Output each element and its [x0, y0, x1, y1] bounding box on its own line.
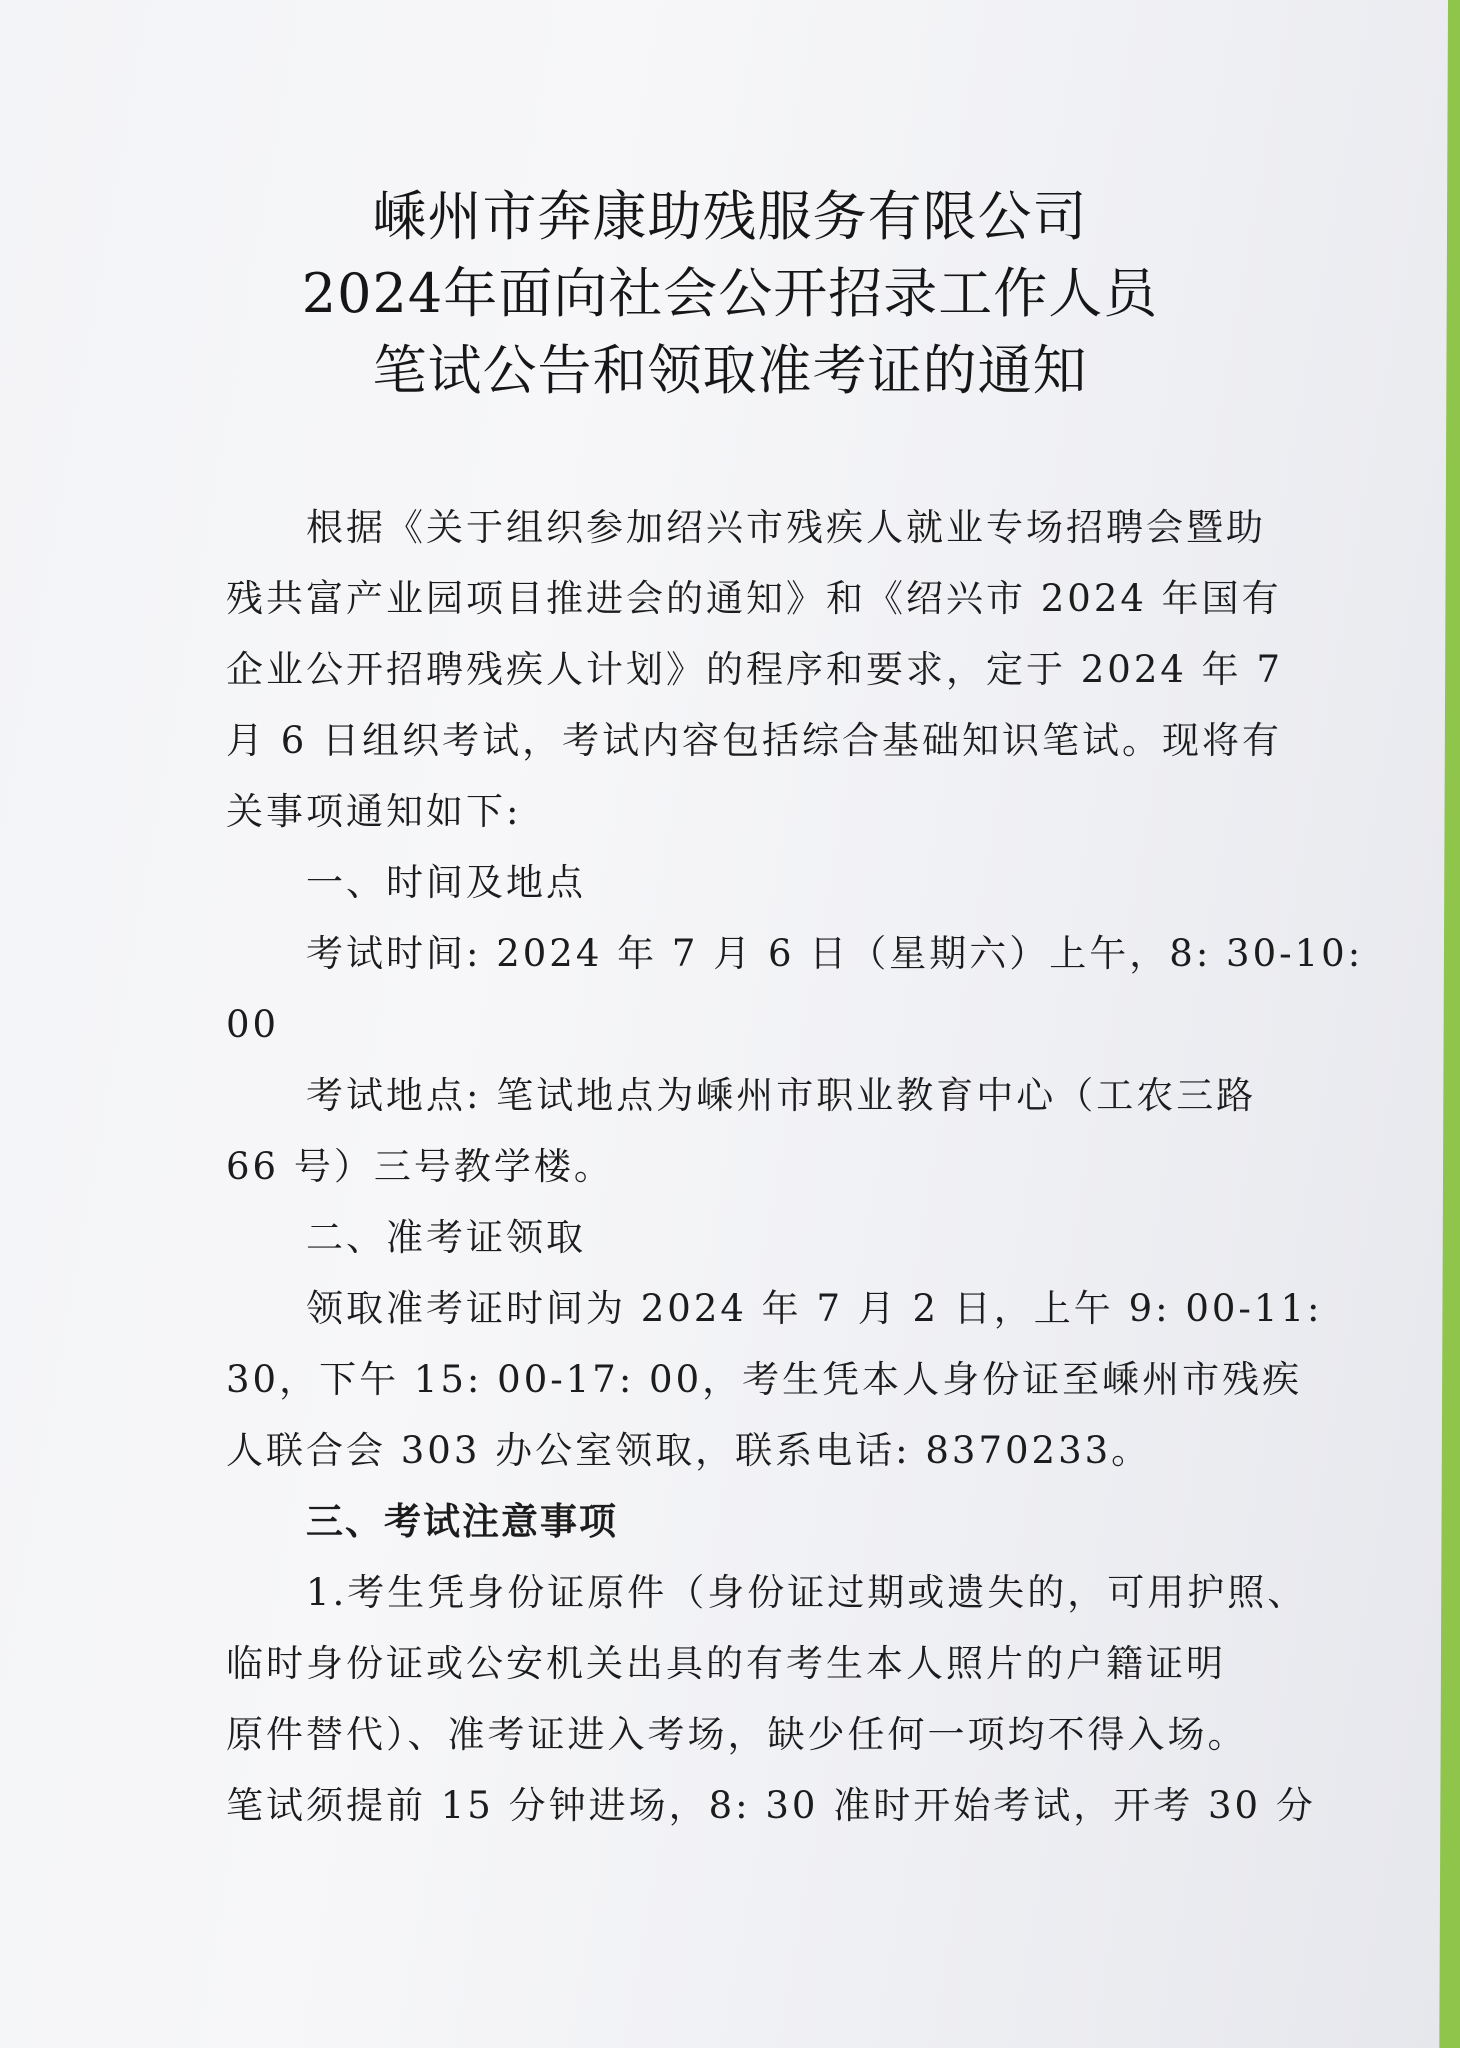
exam-time-line: 考试时间: 2024 年 7 月 6 日（星期六）上午，8: 30-10:: [306, 932, 1364, 975]
note-1-line: 1.考生凭身份证原件（身份证过期或遗失的，可用护照、: [306, 1571, 1308, 1614]
body-line: 残共富产业园项目推进会的通知》和《绍兴市 2024 年国有: [226, 577, 1282, 620]
title-line-1: 嵊州市奔康助残服务有限公司: [372, 185, 1088, 248]
document-body: [226, 492, 1364, 1841]
body-line: 企业公开招聘残疾人计划》的程序和要求，定于 2024 年 7: [226, 648, 1283, 691]
exam-time-continuation: 00: [226, 1003, 280, 1046]
ticket-time-line: 领取准考证时间为 2024 年 7 月 2 日，上午 9: 00-11:: [306, 1287, 1323, 1330]
exam-location-line: 考试地点: 笔试地点为嵊州市职业教育中心（工农三路: [306, 1074, 1257, 1117]
body-line: 根据《关于组织参加绍兴市残疾人就业专场招聘会暨助: [306, 506, 1266, 549]
document-title: [0, 178, 1460, 409]
note-1-continuation: 原件替代）、准考证进入考场，缺少任何一项均不得入场。: [226, 1713, 1248, 1756]
note-1-continuation: 笔试须提前 15 分钟进场，8: 30 准时开始考试，开考 30 分: [226, 1784, 1316, 1827]
ticket-time-continuation: 30，下午 15: 00-17: 00，考生凭本人身份证至嵊州市残疾: [226, 1358, 1303, 1401]
section-heading-exam-notes: 三、考试注意事项: [306, 1500, 618, 1543]
body-line: 月 6 日组织考试，考试内容包括综合基础知识笔试。现将有: [226, 719, 1283, 762]
section-heading-time-location: 一、时间及地点: [306, 861, 586, 904]
title-line-3: 笔试公告和领取准考证的通知: [372, 339, 1088, 402]
ticket-contact-line: 人联合会 303 办公室领取，联系电话: 8370233。: [226, 1429, 1152, 1472]
exam-location-continuation: 66 号）三号教学楼。: [226, 1145, 614, 1188]
body-line: 关事项通知如下:: [226, 790, 522, 833]
section-heading-admission-ticket: 二、准考证领取: [306, 1216, 586, 1259]
note-1-continuation: 临时身份证或公安机关出具的有考生本人照片的户籍证明: [226, 1642, 1226, 1685]
title-line-2: 2024年面向社会公开招录工作人员: [301, 262, 1159, 325]
